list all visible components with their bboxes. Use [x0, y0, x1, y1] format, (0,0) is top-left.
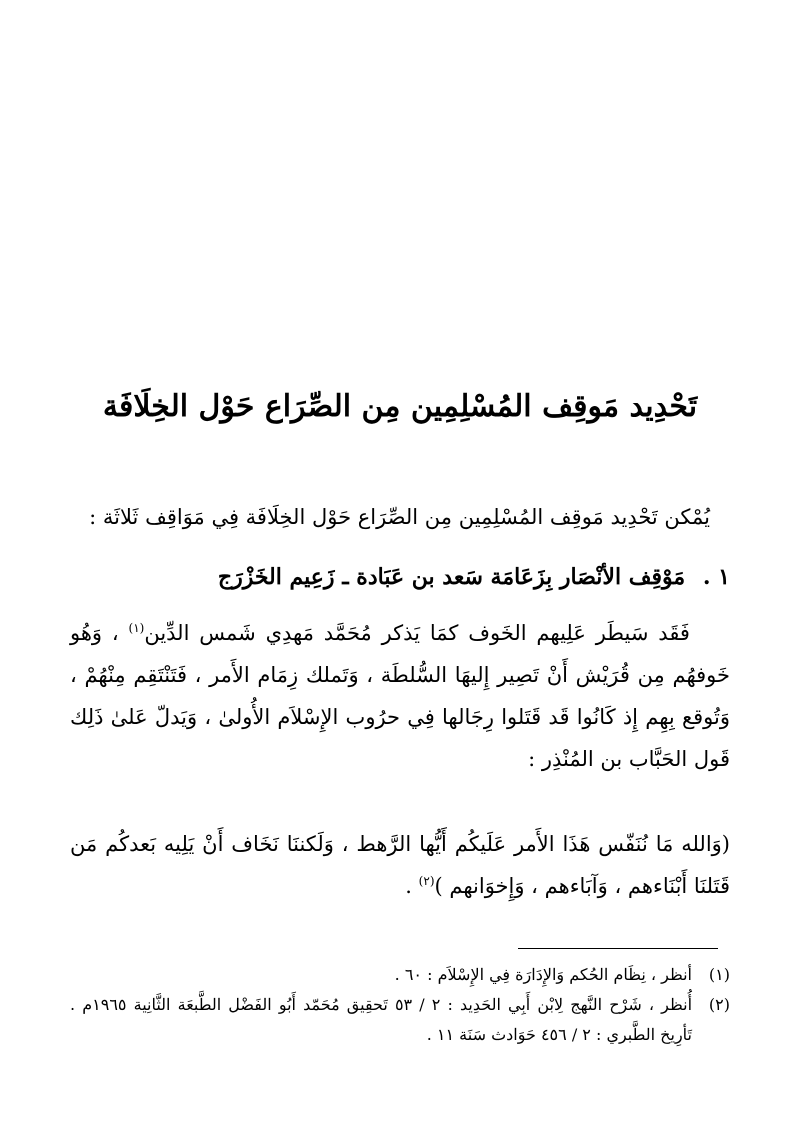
section-number: ١ .	[702, 564, 730, 590]
paragraph-text-after-note: ، وَهُو خَوفهُم مِن قُرَيْش أَنْ تَصِير إِليهَا السُّلطَة ، وَتَملك زِمَام الأَمر ، فَتَنْتَقِم مِنْهُمْ ، وَتُوقع بِهِم إِذ كَانُوا قَد قَتَلوا رِجَالها فِي حرُوب الإِسْلاَم الأُولىٰ ، وَيَدلّ عَلىٰ ذَلِك قَول الحَبَّاب بن المُنْذِر :	[70, 621, 730, 771]
footnote-separator	[518, 948, 718, 949]
footnote	[70, 990, 730, 1050]
body-paragraph	[70, 612, 730, 780]
footnote-ref-1: (١)	[128, 621, 145, 635]
footnotes	[70, 960, 730, 1050]
footnote-number: (١)	[708, 965, 730, 984]
footnote	[70, 960, 730, 990]
footnote-text: أُنظر ، شَرْح النَّهج لِابْن أَبِي الحَدِيد : ٢ / ٥٣ تَحقِيق مُحَمّد أَبُو الفَضْل الطَّبعَة الثَّانِية ١٩٦٥م . تَأرِيخ الطَّبري : ٢ / ٤٥٦ حَوَادث سَنَة ١١ .	[70, 995, 693, 1044]
quote-end: .	[405, 874, 412, 898]
quote-paragraph	[70, 823, 730, 907]
footnote-number: (٢)	[708, 995, 730, 1014]
intro-paragraph: يُمْكن تَحْدِيد مَوقِف المُسْلِمِين مِن الصِّرَاع حَوْل الخِلَافَة فِي مَوَاقِف ثَلاثَة :	[89, 505, 710, 529]
section-heading-text: مَوْقِف الأنْصَار بِزَعَامَة سَعد بن عَبَادة ـ زَعِيم الخَزْرَج	[217, 564, 686, 590]
footnote-text: أنظر ، نِظَام الحُكم وَالإِدَارَة فِي الإِسْلاَم : ٦٠ .	[394, 965, 692, 984]
page-title: تَحْدِيد مَوقِف المُسْلِمِين مِن الصِّرَاع حَوْل الخِلَافَة	[102, 389, 698, 424]
footnote-ref-2: (٢)	[418, 874, 435, 888]
paragraph-text-before-note: فَقَد سَيطَر عَلِيهم الخَوف كمَا يَذكر مُحَمَّد مَهدِي شَمس الدِّين	[144, 621, 690, 645]
quote-text: (وَالله مَا نُنَفّس هَذَا الأَمر عَلَيكُم أَيُّها الرَّهط ، وَلَكننَا نَخَاف أَنْ يَلِيه بَعدكُم مَن قَتَلنَا أَبْنَاءهم ، وَآبَاءهم ، وَإِخوَانهم )	[70, 832, 730, 898]
section-heading	[70, 557, 730, 597]
